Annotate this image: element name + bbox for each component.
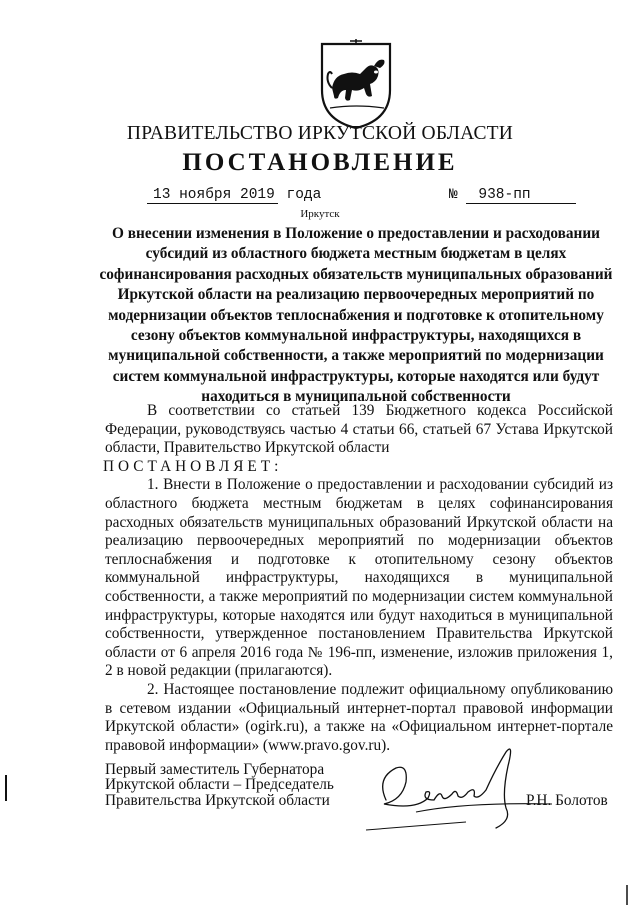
margin-mark-icon [622, 885, 632, 905]
decree-number [449, 187, 576, 204]
coat-of-arms-icon [318, 38, 394, 130]
signatory-position [105, 762, 334, 808]
document-body [105, 402, 613, 755]
preamble: В соответствии со статьей 139 Бюджетного кодекса Российской Федерации, руководствуясь частью 4 статьи 66, статьей 67 Устава Иркутской области, Правительство Иркутской области [105, 402, 613, 457]
margin-mark-icon [2, 775, 12, 801]
signatory-line-3: Правительства Иркутской области [105, 791, 330, 809]
city: Иркутск [300, 208, 340, 220]
item-2: 2. Настоящее постановление подлежит официальному опубликованию в сетевом издании «Официальный интернет-портал правовой информации Иркутской области» (ogirk.ru), а также на «Официальном интернет-портале правовой информации» (www.pravo.gov.ru). [105, 680, 613, 754]
document-title: О внесении изменения в Положение о предоставлении и расходовании субсидий из областного бюджета местным бюджетам в целях софинансирования расходных обязательств муниципальных образований Иркутской области на реализацию первоочередных мероприятий по модернизации объектов теплоснабжения и подготовке к отопительному сезону объектов коммунальной инфраструктуры, находящихся в муниципальной собственности, а также мероприятий по модернизации систем коммунальной инфраструктуры, которые находятся или будут находиться в муниципальной собственности [99, 225, 613, 406]
number-value: 938-пп [466, 187, 576, 204]
resolves-heading: ПОСТАНОВЛЯЕТ: [103, 457, 283, 475]
government-name: ПРАВИТЕЛЬСТВО ИРКУТСКОЙ ОБЛАСТИ [126, 123, 514, 144]
item-1: 1. Внести в Положение о предоставлении и расходовании субсидий из областного бюджета местным бюджетам в целях софинансирования расходных обязательств муниципальных образований Иркутской области на реализацию первоочередных мероприятий по модернизации объектов теплоснабжения и подготовке к отопительному сезону объектов коммунальной инфраструктуры, находящихся в муниципальной собственности, а также мероприятий по модернизации систем коммунальной инфраструктуры, которые находятся или будут находиться в муниципальной собственности, утвержденное постановлением Правительства Иркутской области от 6 апреля 2016 года № 196-пп, изменение, изложив приложения 1, 2 в новой редакции (прилагаются). [105, 476, 613, 680]
signer-name: Р.Н. Болотов [526, 792, 608, 809]
date-suffix: года [286, 187, 322, 203]
document-type: ПОСТАНОВЛЕНИЕ [182, 149, 458, 176]
signatory-line-1: Первый заместитель Губернатора [105, 761, 325, 778]
decree-date [147, 187, 321, 203]
number-sign: № [449, 187, 458, 203]
date-value: 13 ноября 2019 [147, 187, 278, 204]
signatory-line-2: Иркутской области – Председатель [105, 776, 334, 794]
handwritten-signature-icon [356, 738, 556, 838]
